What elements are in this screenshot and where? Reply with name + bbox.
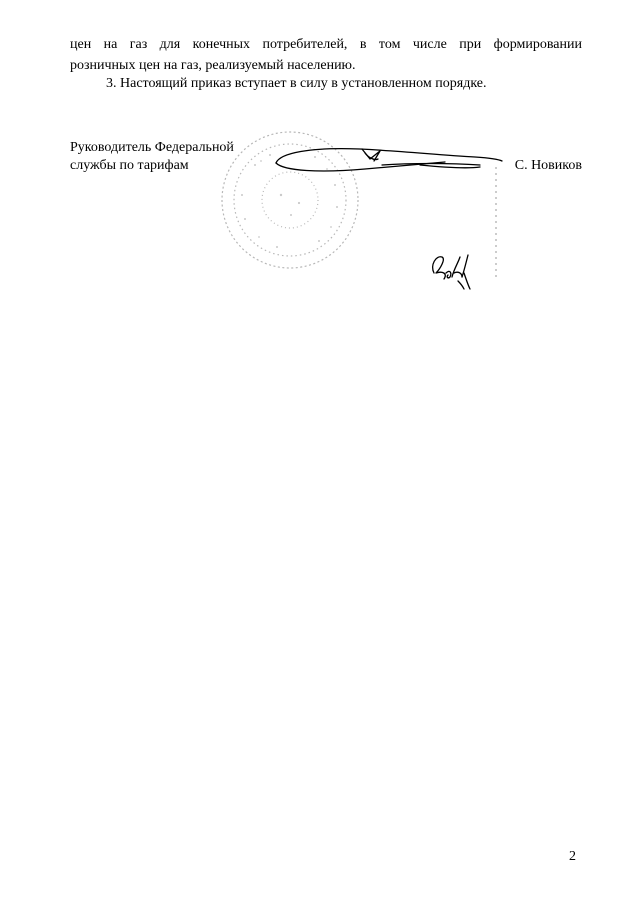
signer-position: [70, 139, 270, 175]
paragraph-effective-clause: 3. Настоящий приказ вступает в силу в установленном порядке.: [106, 76, 487, 91]
paragraph-line-1: цен на газ для конечных потребителей, в том числе при формировании: [70, 37, 582, 52]
signer-position-line-1: Руководитель Федеральной: [70, 140, 234, 155]
signature-block: [70, 139, 582, 289]
handwritten-signature: [270, 137, 510, 183]
signer-position-line-2: службы по тарифам: [70, 158, 189, 173]
page-number: 2: [569, 849, 576, 864]
handwritten-initials: [428, 243, 474, 291]
margin-dotted-line: [495, 167, 497, 279]
paragraph-line-2: розничных цен на газ, реализуемый населению.: [70, 58, 356, 73]
signer-name: С. Новиков: [514, 158, 582, 173]
paragraph-continuation: [70, 34, 582, 76]
